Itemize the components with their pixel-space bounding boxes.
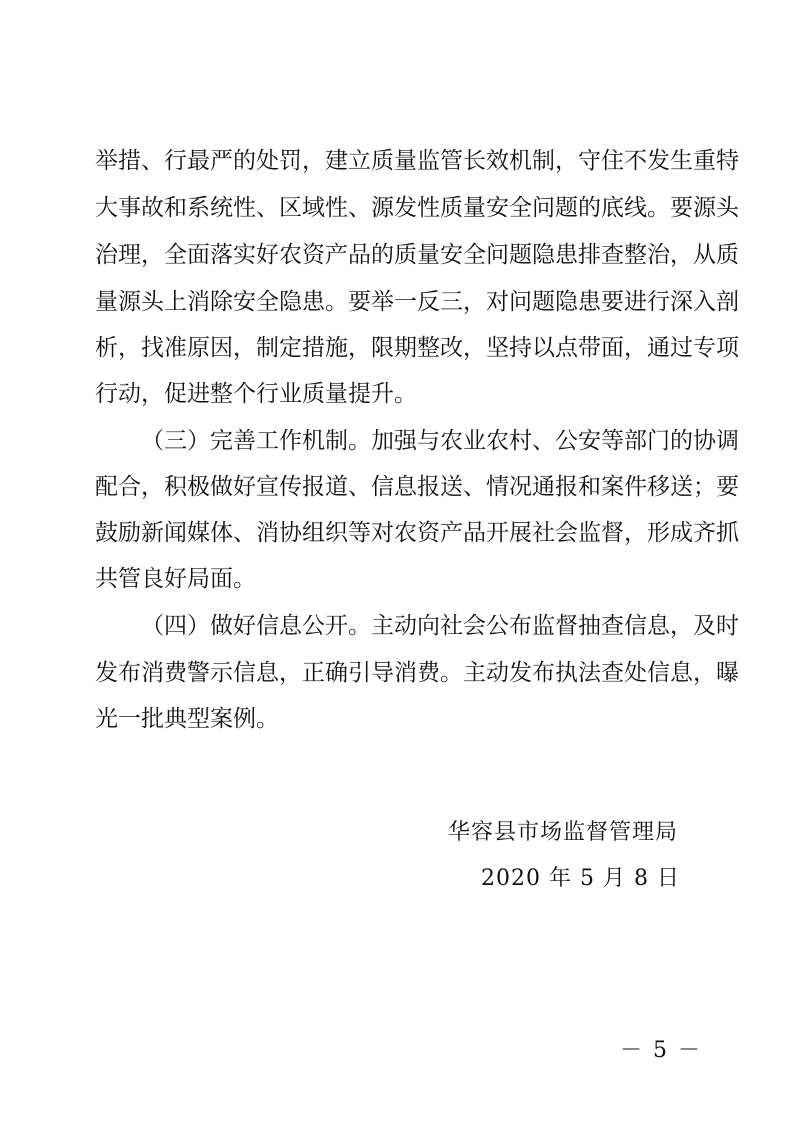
paragraph-line: 量源头上消除安全隐患。要举一反三，对问题隐患要进行深入剖 — [95, 289, 739, 315]
paragraph-line: 共管良好局面。 — [95, 566, 256, 592]
page-number: － 5 － — [620, 1038, 702, 1063]
paragraph-line: 治理，全面落实好农资产品的质量安全问题隐患排查整治，从质 — [95, 242, 739, 268]
paragraph-line: 析，找准原因，制定措施，限期整改，坚持以点带面，通过专项 — [95, 335, 739, 361]
paragraph-line: 举措、行最严的处罚，建立质量监管长效机制，守住不发生重特 — [95, 148, 739, 174]
paragraph-line: 发布消费警示信息，正确引导消费。主动发布执法查处信息，曝 — [95, 660, 739, 686]
paragraph-line: 光一批典型案例。 — [95, 706, 279, 732]
paragraph-line: 配合，积极做好宣传报道、信息报送、情况通报和案件移送；要 — [95, 474, 739, 500]
paragraph-line: （四）做好信息公开。主动向社会公布监督抽查信息，及时 — [141, 613, 739, 639]
issuer-signature: 华容县市场监督管理局 — [448, 820, 679, 845]
paragraph-line: （三）完善工作机制。加强与农业农村、公安等部门的协调 — [141, 428, 739, 454]
paragraph-line: 大事故和系统性、区域性、源发性质量安全问题的底线。要源头 — [95, 195, 739, 221]
issue-date: 2020 年 5 月 8 日 — [481, 866, 680, 891]
paragraph-line: 行动，促进整个行业质量提升。 — [95, 381, 417, 407]
paragraph-line: 鼓励新闻媒体、消协组织等对农资产品开展社会监督，形成齐抓 — [95, 520, 739, 546]
